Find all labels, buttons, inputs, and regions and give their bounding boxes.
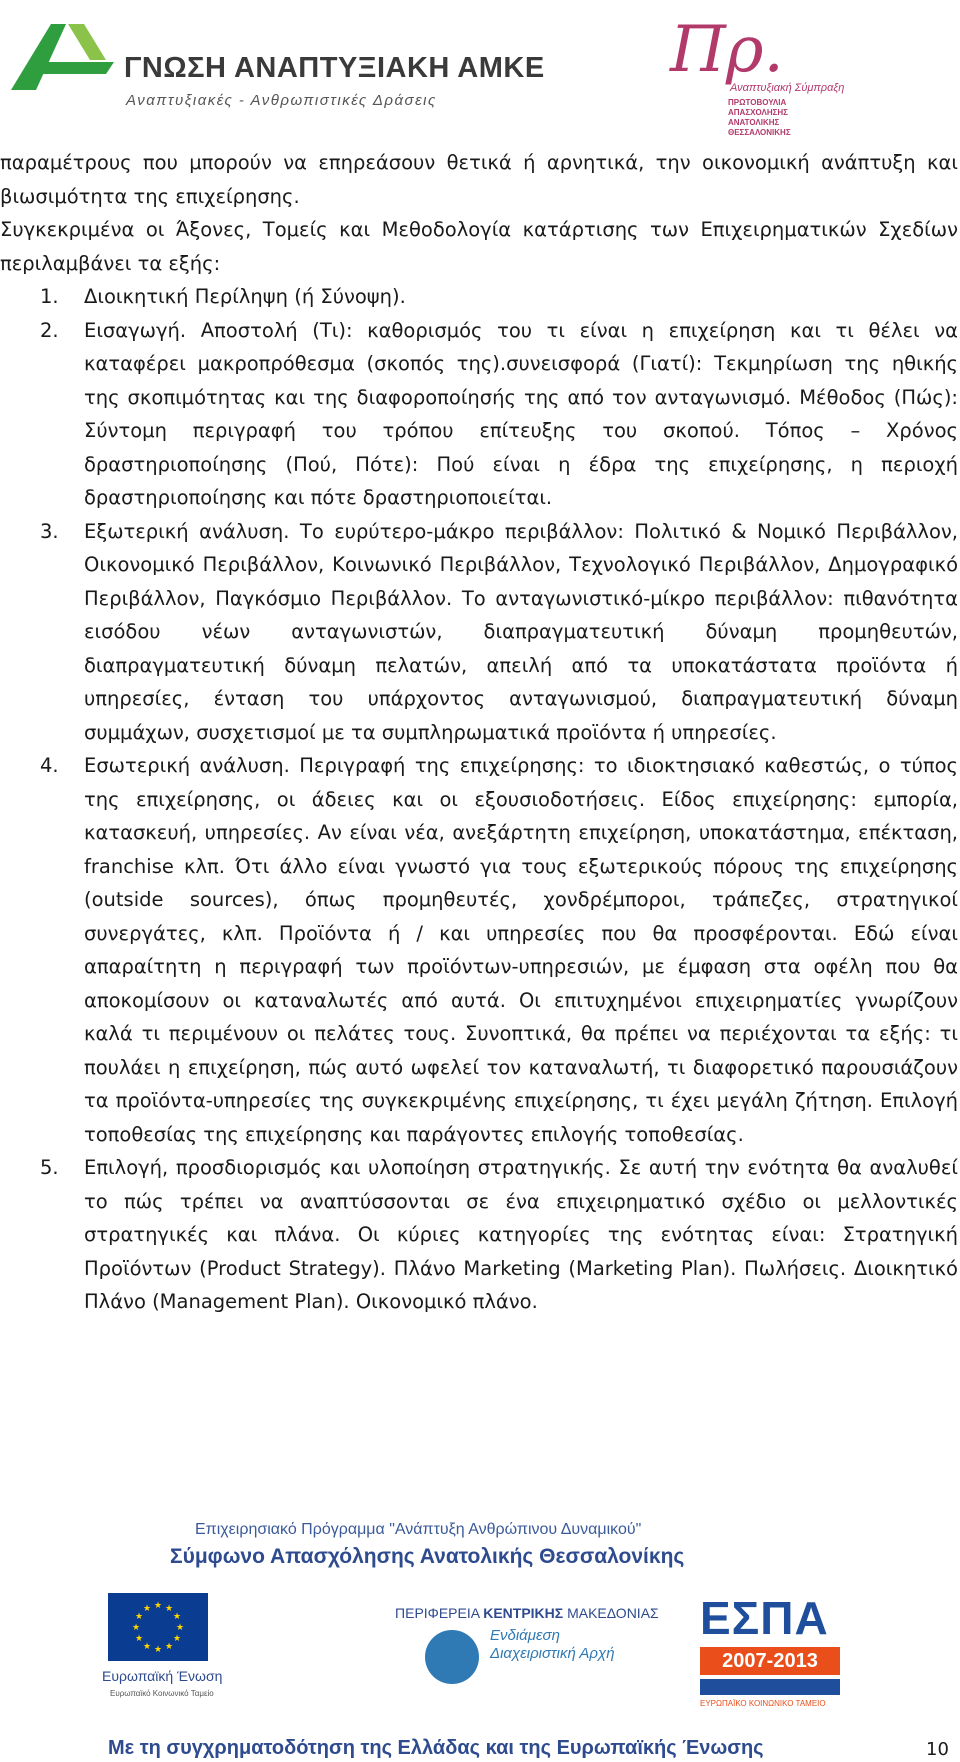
svg-text:★: ★ [172, 1634, 182, 1644]
list-item [0, 515, 958, 750]
svg-text:★: ★ [142, 1604, 152, 1614]
list-item-number: 5. [40, 1156, 59, 1179]
org-name: ΓΝΩΣΗ ΑΝΑΠΤΥΞΙΑΚΗ ΑΜΚΕ [124, 52, 545, 84]
page-number: 10 [926, 1739, 949, 1760]
list-item-text: Επιλογή, προσδιορισμός και υλοποίηση στρατηγικής. Σε αυτή την ενότητα θα αναλυθεί το πώς τρέπει να αναπτύσσονται σε ένα επιχειρηματικό σχέδιο οι μελλοντικές στρατηγικές και πλάνα. Οι κύριες κατηγορίες της ενότητας είναι: Στρατηγική Προϊόντων (Product Strategy). Πλάνο Marketing (Marketing Plan). Πωλήσεις. Διοικητικό Πλάνο (Management Plan). Οικονομικό πλάνο. [84, 1156, 958, 1313]
svg-text:★: ★ [164, 1642, 174, 1652]
svg-text:★: ★ [134, 1612, 144, 1622]
svg-text:★: ★ [153, 1645, 163, 1655]
partnership-logo [670, 13, 910, 137]
region-mark-icon [425, 1630, 479, 1684]
svg-text:★: ★ [142, 1642, 152, 1652]
page-footer [0, 1515, 960, 1762]
region-prefix: ΠΕΡΙΦΕΡΕΙΑ [395, 1605, 480, 1621]
list-item-text: Εσωτερική ανάλυση. Περιγραφή της επιχείρησης: το ιδιοκτησιακό καθεστώς, ο τύπος της επιχείρησης, οι άδειες και οι εξουσιοδοτήσεις. Είδος επιχείρησης: εμπορία, κατασκευή, υπηρεσίες. Αν είναι νέα, ανεξάρτητη επιχείρηση, υποκατάστημα, επέκταση, franchise κλπ. Ότι άλλο είναι γνωστό για τους εξωτερικούς πόρους της επιχείρησης (outside sources), όπως προμηθευτές, χονδρέμποροι, τράπεζες, στρατηγικοί συνεργάτες, κλπ. Προϊόντα ή / και υπηρεσίες που θα προσφέρονται. Εδώ είναι απαραίτητη η περιγραφή των προϊόντων-υπηρεσιών, με έμφαση στα οφέλη που θα αποκομίσουν οι καταναλωτές από αυτά. Οι επιτυχημένοι επιχειρηματίες γνωρίζουν καλά τι περιμένουν οι πελάτες τους. Συνοπτικά, θα πρέπει να περιέχονται τα εξής: τι πουλάει η επιχείρηση, πώς αυτό ωφελεί τον καταναλωτή, τι διαφορετικό παρουσιάζουν τα προϊόντα-υπηρεσίες της συγκεκριμένης επιχείρησης, τι έχει μεγάλη ζήτηση. Επιλογή τοποθεσίας της επιχείρησης και παράγοντες επιλογής τοποθεσίας. [84, 754, 958, 1146]
list-item [0, 1151, 958, 1319]
cofunding-line: Με τη συγχρηματοδότηση της Ελλάδας και της Ευρωπαϊκής Ένωσης [108, 1737, 764, 1759]
region-subtitle: Ενδιάμεση Διαχειριστική Αρχή [490, 1627, 615, 1662]
svg-text:★: ★ [134, 1634, 144, 1644]
region-bold: ΚΕΝΤΡΙΚΗΣ [483, 1605, 564, 1621]
list-item-number: 1. [40, 285, 59, 308]
espa-logo [700, 1592, 850, 1720]
partnership-subtitle: Αναπτυξιακή Σύμπραξη [730, 82, 845, 94]
list-item-text: Εξωτερική ανάλυση. Το ευρύτερο-μάκρο περιβάλλον: Πολιτικό & Νομικό Περιβάλλον, Οικονομικό Περιβάλλον, Κοινωνικό Περιβάλλον, Τεχνολογικό Περιβάλλον, Δημογραφικό Περιβάλλον, Παγκόσμιο Περιβάλλον. Το ανταγωνιστικό-μίκρο περιβάλλον: πιθανότητα εισόδου νέων ανταγωνιστών, διαπραγματευτική δύναμη προμηθευτών, διαπραγματευτική δύναμη πελατών, απειλή από τα υποκατάστατα προϊόντα ή υπηρεσίες, ένταση του υπάρχοντος ανταγωνισμού, διαπραγματευτική δύναμη συμμάχων, συσχετισμοί με τα συμπληρωματικά προϊόντα ή υπηρεσίες. [84, 519, 958, 744]
org-tagline: Αναπτυξιακές - Ανθρωπιστικές Δράσεις [126, 92, 437, 109]
espa-fund-label: ΕΥΡΩΠΑΪΚΟ ΚΟΙΝΩΝΙΚΟ ΤΑΜΕΙΟ [700, 1699, 826, 1708]
svg-text:★: ★ [153, 1601, 163, 1611]
gnosi-logo [6, 22, 545, 112]
intro-paragraph: παραμέτρους που μπορούν να επηρεάσουν θετικά ή αρνητικά, την οικονομική ανάπτυξη και βιωσιμότητα της επιχείρησης. [0, 151, 958, 208]
gnosi-mark-icon [6, 22, 116, 92]
espa-years: 2007-2013 [700, 1647, 840, 1675]
pact-line: Σύμφωνο Απασχόλησης Ανατολικής Θεσσαλονίκης [170, 1545, 685, 1568]
document-body [0, 146, 958, 1319]
sections-list [0, 280, 958, 1319]
region-logo [395, 1605, 659, 1715]
svg-text:★: ★ [164, 1604, 174, 1614]
svg-text:★: ★ [175, 1623, 185, 1633]
region-title [395, 1605, 659, 1621]
partnership-mark-icon: Πρ. [670, 13, 784, 87]
program-line: Επιχειρησιακό Πρόγραμμα "Ανάπτυξη Ανθρώπινου Δυναμικού" [195, 1521, 642, 1538]
list-item-text: Διοικητική Περίληψη (ή Σύνοψη). [84, 285, 406, 308]
intro-paragraph: Συγκεκριμένα οι Άξονες, Τομείς και Μεθοδολογία κατάρτισης των Επιχειρηματικών Σχεδίων περιλαμβάνει τα εξής: [0, 218, 958, 275]
svg-text:★: ★ [172, 1612, 182, 1622]
svg-text:★: ★ [131, 1623, 141, 1633]
list-item-number: 3. [40, 519, 59, 543]
espa-flags-strip-icon [700, 1679, 840, 1695]
eu-fund-label: Ευρωπαϊκό Κοινωνικό Ταμείο [110, 1689, 214, 1698]
espa-wordmark: ΕΣΠΑ [700, 1592, 829, 1644]
eu-logo [100, 1593, 250, 1713]
list-item [0, 280, 958, 314]
list-item-number: 2. [40, 318, 59, 342]
list-item-text: Εισαγωγή. Αποστολή (Τι): καθορισμός του τι είναι η επιχείρηση και τι θέλει να καταφέρει μακροπρόθεσμα (σκοπός της).συνεισφορά (Γιατί): Τεκμηρίωση της ηθικής της σκοπιμότητας και της διαφοροποίησής της από τον ανταγωνισμό. Μέθοδος (Πώς): Σύντομη περιγραφή του τρόπου επίτευξης του σκοπού. Τόπος – Χρόνος δραστηριοποίησης (Πού, Πότε): Πού είναι η έδρα της επιχείρησης, η περιοχή δραστηριοποίησης και πότε δραστηριοποιείται. [84, 318, 958, 509]
list-item [0, 749, 958, 1151]
list-item-number: 4. [40, 754, 59, 777]
page-header [0, 0, 960, 140]
region-suffix: ΜΑΚΕΔΟΝΙΑΣ [567, 1605, 659, 1621]
eu-label: Ευρωπαϊκή Ένωση [102, 1668, 223, 1684]
list-item [0, 314, 958, 515]
eu-flag-icon [108, 1593, 208, 1661]
partnership-initiative: ΠΡΩΤΟΒΟΥΛΙΑ ΑΠΑΣΧΟΛΗΣΗΣ ΑΝΑΤΟΛΙΚΗΣ ΘΕΣΣΑΛΟΝΙΚΗΣ [728, 98, 791, 137]
